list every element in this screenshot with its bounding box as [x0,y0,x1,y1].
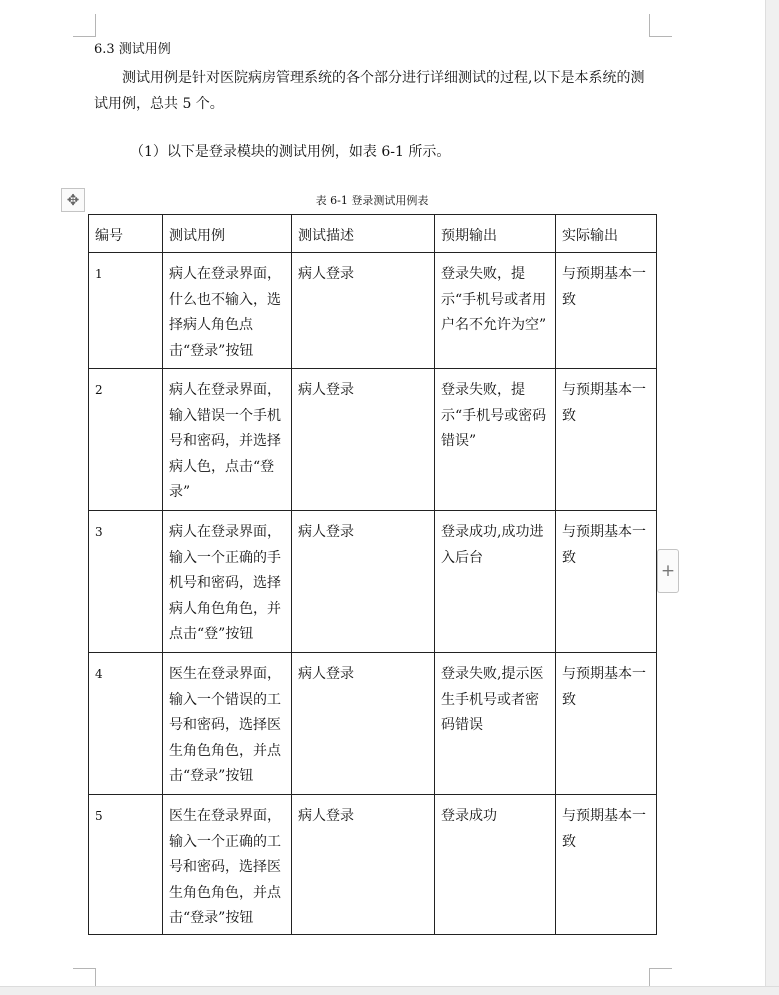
body-paragraph: 测试用例是针对医院病房管理系统的各个部分进行详细测试的过程,以下是本系统的测试用例，总共 5 个。 [94,70,645,112]
cell-actual[interactable]: 与预期基本一致 [556,511,657,653]
header-cell-id[interactable]: 编号 [89,215,163,253]
cell-expected[interactable]: 登录成功,成功进入后台 [435,511,556,653]
cell-case[interactable]: 病人在登录界面，输入错误一个手机号和密码，并选择病人色，点击“登录” [163,369,292,511]
vertical-scrollbar[interactable] [765,0,779,994]
section-heading: 6.3 测试用例 [94,42,171,57]
cell-actual[interactable]: 与预期基本一致 [556,253,657,369]
cell-actual[interactable]: 与预期基本一致 [556,369,657,511]
cell-expected[interactable]: 登录失败，提示“手机号或密码错误” [435,369,556,511]
header-cell-actual[interactable]: 实际输出 [556,215,657,253]
table-row [89,653,657,795]
page-corner-mark-top-right [649,14,672,37]
header-cell-expected[interactable]: 预期输出 [435,215,556,253]
cell-id[interactable]: 3 [89,511,163,653]
cell-actual[interactable]: 与预期基本一致 [556,795,657,935]
cell-case[interactable]: 病人在登录界面，输入一个正确的手机号和密码，选择病人角色角色，并点击“登”按钮 [163,511,292,653]
cell-case[interactable]: 医生在登录界面，输入一个错误的工号和密码，选择医生角色角色，并点击“登录”按钮 [163,653,292,795]
page-corner-mark-top-left [73,14,96,37]
cell-description[interactable]: 病人登录 [292,511,435,653]
table-row [89,511,657,653]
cell-id[interactable]: 5 [89,795,163,935]
table-row [89,253,657,369]
table-row [89,795,657,935]
cell-description[interactable]: 病人登录 [292,253,435,369]
cell-actual[interactable]: 与预期基本一致 [556,653,657,795]
cell-expected[interactable]: 登录失败,提示医生手机号或者密码错误 [435,653,556,795]
header-cell-description[interactable]: 测试描述 [292,215,435,253]
cell-description[interactable]: 病人登录 [292,369,435,511]
table-move-handle-icon[interactable]: ✥ [61,188,85,212]
cell-description[interactable]: 病人登录 [292,795,435,935]
header-cell-case[interactable]: 测试用例 [163,215,292,253]
cell-description[interactable]: 病人登录 [292,653,435,795]
table-row [89,369,657,511]
cell-expected[interactable]: 登录失败，提示“手机号或者用户名不允许为空” [435,253,556,369]
table-intro-text: （1）以下是登录模块的测试用例，如表 6-1 所示。 [130,144,451,160]
cell-case[interactable]: 病人在登录界面，什么也不输入，选择病人角色点击“登录”按钮 [163,253,292,369]
table-caption: 表 6-1 登录测试用例表 [315,194,429,207]
cell-id[interactable]: 4 [89,653,163,795]
cell-id[interactable]: 1 [89,253,163,369]
add-column-plus-icon[interactable]: + [657,549,679,593]
cell-expected[interactable]: 登录成功 [435,795,556,935]
cell-case[interactable]: 医生在登录界面，输入一个正确的工号和密码，选择医生角色角色，并点击“登录”按钮 [163,795,292,935]
table-header-row [89,215,657,253]
cell-id[interactable]: 2 [89,369,163,511]
login-test-table [88,214,657,935]
